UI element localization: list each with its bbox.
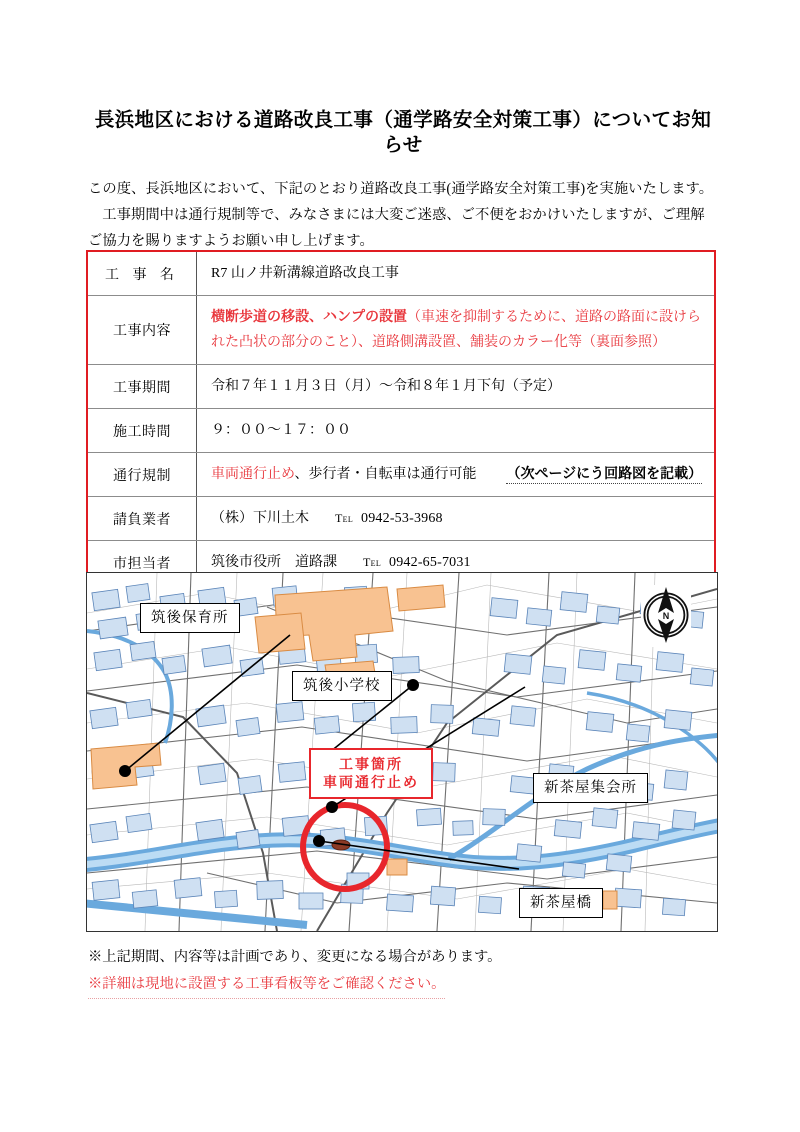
row-label-text: 施工時間 [113, 424, 171, 440]
nursery-dot [119, 765, 131, 777]
intro-line-1: この度、長浜地区において、下記のとおり道路改良工事(通学路安全対策工事)を実施いたします。 [88, 181, 714, 197]
row-label-text: 工事内容 [113, 324, 171, 339]
intro-paragraphs [88, 176, 716, 254]
contractor-name: （株）下川土木 [211, 511, 309, 526]
row-label [87, 365, 197, 409]
work-hours-value: ９：００～１７：００ [211, 423, 351, 438]
row-value [197, 365, 716, 409]
row-label-text: 市担当者 [113, 556, 171, 572]
note-line-1: ※上記期間、内容等は計画であり、変更になる場合があります。 [88, 949, 502, 965]
traffic-restriction-rest: 、歩行者・自転車は通行可能 [294, 467, 477, 482]
table-row [87, 251, 715, 296]
work-period-value: 令和７年１１月３日（月）～令和８年１月下旬（予定） [211, 379, 561, 394]
construction-info-table [86, 250, 716, 586]
tel-label: Tel [363, 555, 382, 569]
bridge-dot [313, 835, 325, 847]
row-label [87, 409, 197, 453]
row-value [197, 251, 716, 296]
row-value [197, 453, 716, 497]
page-title: 長浜地区における道路改良工事（通学路安全対策工事）についてお知らせ [94, 109, 712, 157]
callout-community-hall [533, 773, 648, 803]
row-label-text: 工事期間 [113, 380, 171, 396]
contractor-phone: 0942-53-3968 [361, 511, 443, 526]
table-row [87, 409, 715, 453]
callout-nursery [140, 603, 240, 633]
table-row [87, 497, 715, 541]
row-label [87, 453, 197, 497]
school-dot [407, 679, 419, 691]
compass-rose [641, 585, 691, 647]
city-contact-name: 筑後市役所 道路課 [211, 555, 337, 570]
work-detail-rest: （車速を抑制するために、道路の路面に設けられた凸状の部分のこと）、道路側溝設置、舗装のカラー化等（裏面参照） [211, 310, 701, 350]
small-orange-building-2 [603, 891, 617, 909]
detour-note: （次ページにう回路図を記載） [506, 467, 703, 482]
row-label [87, 296, 197, 365]
intro-line-2: 工事期間中は通行規制等で、みなさまには大変ご迷惑、ご不便をおかけいたしますが、ご理解ご協力を賜りますようお願い申し上げます。 [88, 207, 705, 249]
city-contact-phone: 0942-65-7031 [389, 555, 471, 570]
callout-nursery-label: 筑後保育所 [151, 610, 229, 626]
row-label [87, 251, 197, 296]
table-row [87, 365, 715, 409]
footer-notes [88, 944, 718, 999]
traffic-restriction-emphasis: 車両通行止め [211, 467, 295, 482]
tel-label: Tel [335, 511, 354, 525]
row-label [87, 497, 197, 541]
callout-elementary-school [292, 671, 392, 701]
table-row [87, 296, 715, 365]
work-detail-emphasis: 横断歩道の移設、ハンプの設置 [211, 310, 407, 325]
school-building-wing [397, 585, 445, 611]
callout-construction-site [309, 748, 433, 799]
note-line-2: ※詳細は現地に設置する工事看板等をご確認ください。 [88, 971, 445, 999]
row-value [197, 296, 716, 365]
callout-school-label: 筑後小学校 [303, 678, 381, 694]
row-value [197, 409, 716, 453]
site-callout-line2: 車両通行止め [323, 773, 419, 790]
callout-bridge-label: 新茶屋橋 [530, 895, 592, 911]
hall-dot [326, 801, 338, 813]
project-name-value: R7 山ノ井新溝線道路改良工事 [211, 266, 399, 281]
row-label-text: 工 事 名 [105, 267, 179, 283]
small-orange-building [387, 859, 407, 875]
school-building-annex [255, 613, 305, 653]
svg-text:N: N [662, 611, 670, 621]
location-map [86, 572, 718, 932]
table-row [87, 453, 715, 497]
row-label-text: 請負業者 [113, 512, 171, 528]
callout-hall-label: 新茶屋集会所 [544, 780, 637, 796]
site-callout-line1: 工事箇所 [339, 756, 403, 772]
row-value [197, 497, 716, 541]
row-label-text: 通行規制 [113, 468, 171, 484]
callout-bridge [519, 888, 603, 918]
